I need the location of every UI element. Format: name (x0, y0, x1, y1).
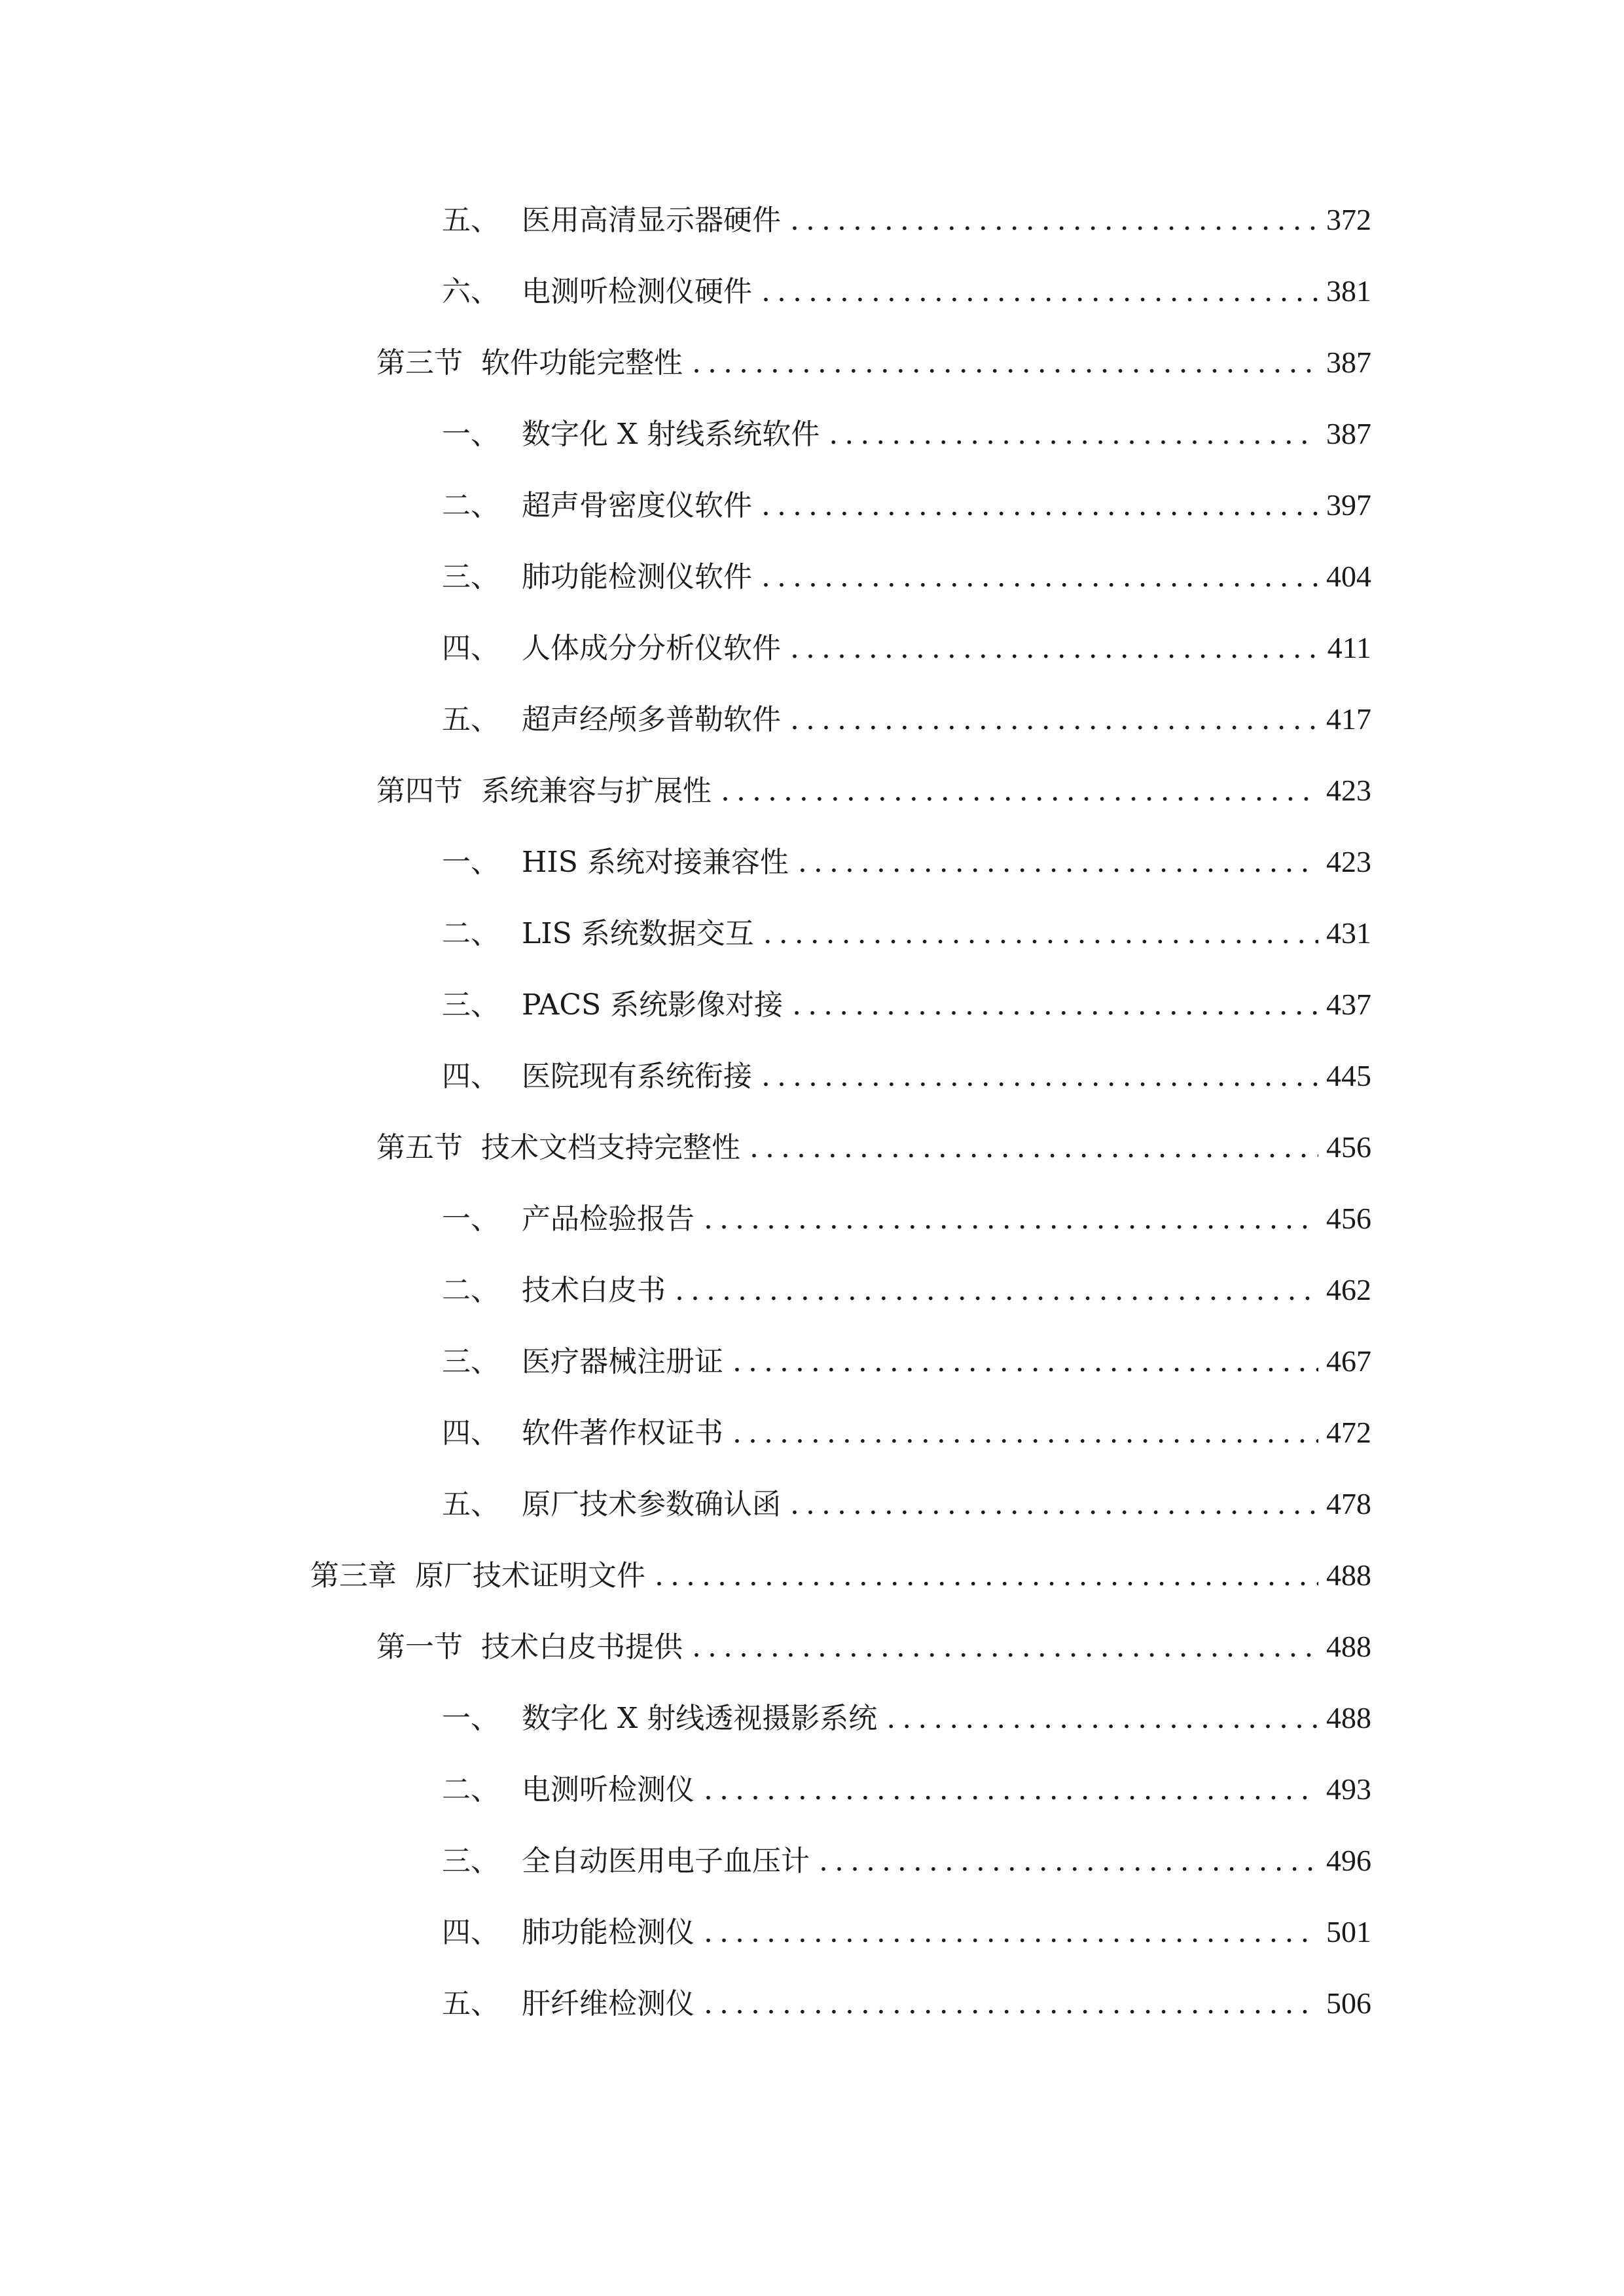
toc-entry-page: 488 (1326, 1701, 1371, 1734)
toc-entry[interactable] (376, 1121, 1371, 1174)
toc-entry-number: 四、 (442, 1416, 499, 1450)
toc-entry-number: 四、 (442, 1916, 499, 1949)
toc-entry-number: 五、 (442, 703, 499, 736)
toc-dot-leader (704, 1764, 1318, 1816)
toc-entry-title: 软件功能完整性 (481, 346, 683, 380)
toc-entry-number: 第三节 (376, 346, 463, 380)
toc-entry-number: 第四节 (376, 774, 463, 808)
toc-entry-title: 肺功能检测仪软件 (522, 560, 752, 594)
toc-dot-leader (790, 622, 1320, 675)
toc-entry-page: 423 (1326, 774, 1371, 807)
toc-entry-page: 372 (1326, 203, 1371, 236)
toc-entry-page: 488 (1326, 1558, 1371, 1592)
toc-entry-number: 四、 (442, 1060, 499, 1093)
toc-entry-number: 六、 (442, 275, 499, 308)
toc-entry-title: 软件著作权证书 (522, 1416, 723, 1450)
toc-dot-leader (721, 765, 1318, 817)
toc-entry[interactable] (442, 1407, 1371, 1459)
toc-dot-leader (790, 1479, 1318, 1531)
toc-entry-title: 技术文档支持完整性 (481, 1131, 740, 1164)
toc-entry-number: 二、 (442, 489, 499, 522)
toc-dot-leader (790, 694, 1318, 746)
toc-entry[interactable] (442, 1264, 1371, 1316)
toc-entry-title: 全自动医用电子血压计 (522, 1844, 810, 1878)
toc-entry-page: 404 (1326, 560, 1371, 593)
toc-dot-leader (798, 836, 1318, 889)
toc-entry-page: 445 (1326, 1059, 1371, 1092)
toc-entry-number: 二、 (442, 917, 499, 950)
toc-entry-number: 二、 (442, 1773, 499, 1806)
toc-entry[interactable] (376, 336, 1371, 389)
toc-entry[interactable] (442, 1050, 1371, 1102)
toc-entry-title: 原厂技术证明文件 (415, 1559, 645, 1592)
toc-entry-number: 第五节 (376, 1131, 463, 1164)
toc-entry-number: 第一节 (376, 1630, 463, 1664)
toc-entry[interactable] (442, 1763, 1371, 1816)
toc-entry[interactable] (442, 1906, 1371, 1958)
toc-entry[interactable] (442, 1692, 1371, 1744)
toc-entry[interactable] (442, 1478, 1371, 1530)
toc-entry-number: 四、 (442, 632, 499, 665)
toc-entry[interactable] (442, 693, 1371, 745)
toc-entry[interactable] (442, 550, 1371, 603)
toc-entry-page: 381 (1326, 274, 1371, 308)
toc-entry-number: 五、 (442, 204, 499, 237)
toc-entry[interactable] (442, 479, 1371, 531)
toc-entry-number: 五、 (442, 1488, 499, 1521)
toc-entry-title: 系统兼容与扩展性 (481, 774, 712, 808)
toc-entry-page: 397 (1326, 488, 1371, 522)
toc-entry-title: PACS 系统影像对接 (522, 988, 784, 1022)
toc-entry-title: HIS 系统对接兼容性 (522, 846, 789, 879)
toc-entry-number: 一、 (442, 846, 499, 879)
toc-entry-title: 人体成分分析仪软件 (522, 632, 781, 665)
toc-entry-title: 医院现有系统衔接 (522, 1060, 752, 1093)
toc-entry-number: 二、 (442, 1274, 499, 1307)
toc-entry-number: 五、 (442, 1987, 499, 2020)
toc-entry[interactable] (442, 622, 1371, 674)
toc-entry[interactable] (442, 907, 1371, 960)
toc-entry-number: 一、 (442, 1202, 499, 1236)
toc-entry-page: 493 (1326, 1772, 1371, 1806)
toc-entry-page: 462 (1326, 1273, 1371, 1306)
toc-entry-title: 技术白皮书提供 (481, 1630, 683, 1664)
toc-entry-number: 三、 (442, 1844, 499, 1878)
toc-entry-title: 超声经颅多普勒软件 (522, 703, 781, 736)
toc-entry-title: 数字化 X 射线透视摄影系统 (522, 1702, 878, 1735)
toc-entry[interactable] (442, 265, 1371, 317)
toc-entry[interactable] (376, 764, 1371, 817)
toc-entry-page: 437 (1326, 988, 1371, 1021)
toc-entry-number: 三、 (442, 560, 499, 594)
toc-entry-page: 496 (1326, 1844, 1371, 1877)
toc-entry-page: 467 (1326, 1344, 1371, 1378)
toc-entry-page: 472 (1326, 1416, 1371, 1449)
toc-entry-page: 501 (1326, 1915, 1371, 1948)
toc-entry-title: 超声骨密度仪软件 (522, 489, 752, 522)
toc-entry-title: 电测听检测仪 (522, 1773, 695, 1806)
toc-entry-page: 417 (1326, 702, 1371, 736)
toc-entry-page: 506 (1326, 1986, 1371, 2020)
toc-entry-title: 电测听检测仪硬件 (522, 275, 752, 308)
toc-dot-leader (761, 1050, 1318, 1103)
toc-dot-leader (749, 1122, 1318, 1174)
toc-entry-page: 411 (1327, 631, 1371, 664)
toc-dot-leader (761, 480, 1318, 532)
toc-entry[interactable] (442, 1193, 1371, 1245)
toc-entry[interactable] (442, 408, 1371, 460)
toc-entry-title: 肺功能检测仪 (522, 1916, 695, 1949)
toc-entry-page: 456 (1326, 1130, 1371, 1164)
toc-dot-leader (886, 1693, 1318, 1745)
toc-entry-number: 一、 (442, 418, 499, 451)
toc-dot-leader (761, 266, 1318, 318)
toc-dot-leader (692, 337, 1318, 389)
toc-entry-title: 数字化 X 射线系统软件 (522, 418, 820, 451)
toc-entry[interactable] (442, 1977, 1371, 2030)
toc-dot-leader (655, 1550, 1318, 1602)
toc-entry-title: 原厂技术参数确认函 (522, 1488, 781, 1521)
toc-entry-page: 431 (1326, 916, 1371, 950)
toc-entry-number: 第三章 (310, 1559, 397, 1592)
toc-dot-leader (704, 1907, 1318, 1959)
toc-entry[interactable] (442, 1335, 1371, 1388)
toc-entry-title: 肝纤维检测仪 (522, 1987, 695, 2020)
toc-entry-number: 一、 (442, 1702, 499, 1735)
toc-entry-page: 423 (1326, 845, 1371, 878)
toc-dot-leader (819, 1835, 1318, 1888)
toc-entry-title: 产品检验报告 (522, 1202, 695, 1236)
toc-entry[interactable] (442, 836, 1371, 888)
toc-dot-leader (763, 908, 1318, 960)
toc-dot-leader (732, 1336, 1318, 1388)
toc-entry-page: 478 (1326, 1487, 1371, 1520)
toc-entry[interactable] (442, 194, 1371, 246)
toc-entry-title: LIS 系统数据交互 (522, 917, 754, 950)
toc-entry-number: 三、 (442, 988, 499, 1022)
toc-dot-leader (761, 551, 1318, 603)
toc-dot-leader (692, 1621, 1318, 1674)
toc-entry[interactable] (442, 978, 1371, 1031)
toc-entry-page: 387 (1326, 346, 1371, 379)
toc-entry[interactable] (442, 1835, 1371, 1887)
toc-dot-leader (704, 1978, 1318, 2030)
toc-entry-title: 医用高清显示器硬件 (522, 204, 781, 237)
toc-dot-leader (732, 1407, 1318, 1460)
toc-entry-page: 456 (1326, 1202, 1371, 1235)
toc-entry[interactable] (376, 1621, 1371, 1673)
toc-dot-leader (829, 408, 1318, 461)
toc-dot-leader (792, 979, 1318, 1031)
toc-dot-leader (704, 1193, 1318, 1246)
toc-dot-leader (790, 194, 1318, 247)
toc-entry-page: 387 (1326, 417, 1371, 450)
toc-entry-title: 医疗器械注册证 (522, 1345, 723, 1378)
toc-entry-number: 三、 (442, 1345, 499, 1378)
toc-entry-title: 技术白皮书 (522, 1274, 666, 1307)
toc-entry[interactable] (310, 1549, 1371, 1602)
toc-dot-leader (675, 1265, 1318, 1317)
toc-entry-page: 488 (1326, 1630, 1371, 1663)
